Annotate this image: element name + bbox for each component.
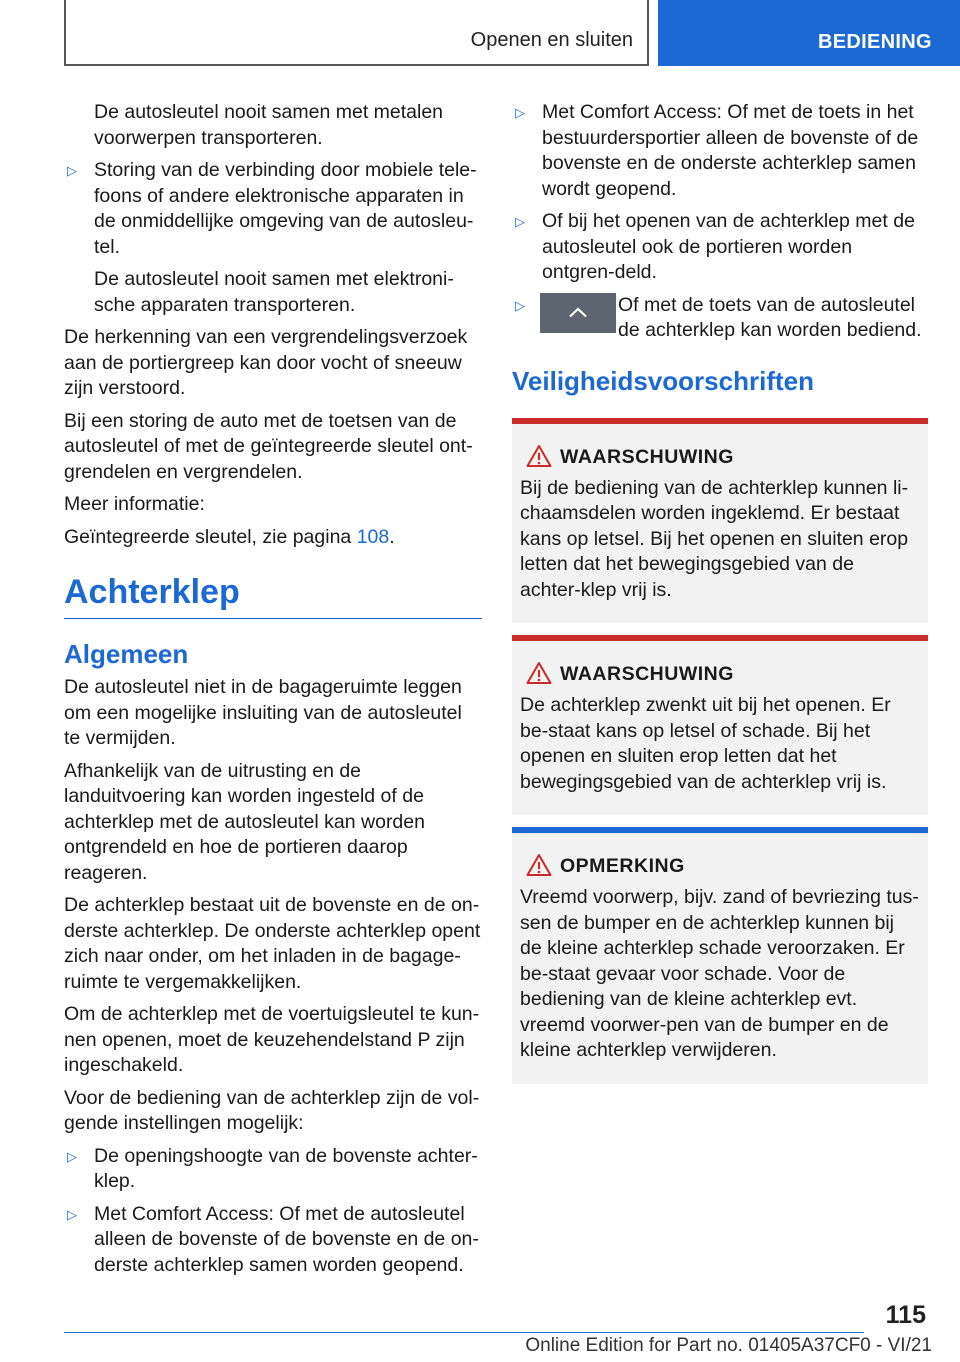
header-chapter-tab (658, 0, 960, 66)
note-header (520, 853, 920, 879)
list-item-text: De openingshoogte van de bovenste achter-klep. (94, 1144, 478, 1192)
reference-end: . (389, 525, 395, 548)
warning-text: De achterklep zwenkt uit bij het openen. Er be-staat kans op letsel of schade. Bij het openen en sluiten erop letten dat het bewegingsgebied van de achterklep vrij is. (520, 694, 891, 793)
warning-header (520, 444, 920, 470)
paragraph: Voor de bediening van de achterklep zijn de vol-gende instellingen mogelijk: (64, 1086, 480, 1134)
list-item (64, 1144, 482, 1195)
list-item-text: Met Comfort Access: Of met de autosleutel alleen de bovenste of de bovenste en de on-derste achterklep samen worden geopend. (94, 1202, 479, 1276)
list-item (512, 293, 928, 344)
note-text: Vreemd voorwerp, bijv. zand of bevriezing tus-sen de bumper en de achterklep kunnen bij de kleine achterklep schade veroorzaken. Er be-staat gevaar voor schade. Voor de bediening van de kleine achterklep evt. vreemd voorwer-pen van de bumper en de kleine achterklep verwijderen. (520, 886, 919, 1061)
section-heading: Algemeen (64, 639, 189, 669)
list-item-text: Storing van de verbinding door mobiele tele-foons of andere elektronische apparaten in de onmiddellijke omgeving van de autosleu-tel. (94, 159, 477, 258)
paragraph: De herkenning van een vergrendelingsverzoek aan de portiergreep kan door vocht of sneeuw zijn verstoord. (64, 326, 468, 399)
list-item-text: Met Comfort Access: Of met de toets in het bestuurdersportier alleen de bovenste of de bovenste en de onderste achterklep samen wordt geopend. (542, 101, 919, 200)
warning-triangle-icon (526, 444, 552, 468)
note-title: OPMERKING (560, 855, 685, 877)
warning-triangle-icon (526, 853, 552, 877)
edition-footer: Online Edition for Part no. 01405A37CF0 - VI/21 (525, 1335, 932, 1356)
warning-box (512, 418, 928, 624)
bullet-triangle-icon: ▷ (67, 1206, 77, 1222)
paragraph: Om de achterklep met de voertuigsleutel te kun-nen openen, moet de keuzehendelstand P zijn ingeschakeld. (64, 1003, 480, 1076)
chevron-up-icon (569, 307, 587, 318)
page-header (0, 0, 960, 66)
warning-text: Bij de bediening van de achterklep kunnen li-chaamsdelen worden ingeklemd. Er bestaat kans op letsel. Bij het openen en sluiten erop letten dat het bewegingsgebied van de achter-klep vrij is. (520, 476, 909, 601)
list-item-text: Of met de toets van de autosleutel de achterklep kan worden bediend. (618, 293, 922, 341)
note-box (512, 827, 928, 1084)
section-title: Openen en sluiten (470, 29, 633, 51)
header-section-tab (64, 0, 649, 66)
warning-title: WAARSCHUWING (560, 663, 734, 685)
list-item (512, 100, 928, 202)
chapter-heading: Achterklep (64, 572, 482, 619)
warning-header (520, 661, 920, 687)
bullet-triangle-icon: ▷ (67, 1148, 77, 1164)
footer-divider (64, 1332, 864, 1333)
list-item (64, 1202, 482, 1279)
paragraph: De autosleutel nooit samen met metalen voorwerpen transporteren. (94, 101, 444, 149)
list-item (512, 209, 928, 286)
bullet-triangle-icon: ▷ (515, 214, 525, 229)
paragraph: Meer informatie: (64, 493, 205, 515)
bullet-triangle-icon: ▷ (67, 163, 77, 178)
warning-triangle-icon (526, 661, 552, 685)
list-item-text: Of bij het openen van de achterklep met de autosleutel ook de portieren worden ontgren-deld. (542, 210, 915, 283)
bullet-triangle-icon: ▷ (515, 297, 525, 313)
warning-box (512, 635, 928, 815)
paragraph: Bij een storing de auto met de toetsen van de autosleutel of met de geïntegreerde sleutel ont-grendelen en vergrendelen. (64, 409, 473, 483)
cross-reference (64, 525, 482, 551)
key-button-image (540, 293, 616, 333)
page-number: 115 (885, 1301, 926, 1329)
page-link[interactable]: 108 (356, 525, 390, 548)
section-heading: Veiligheidsvoorschriften (512, 365, 814, 396)
reference-text: Geïntegreerde sleutel, zie pagina (64, 525, 357, 548)
paragraph: De autosleutel nooit samen met elektroni-sche apparaten transporteren. (94, 268, 454, 316)
paragraph: De autosleutel niet in de bagageruimte leggen om een mogelijke insluiting van de autosleutel te vermijden. (64, 676, 462, 749)
left-column (64, 100, 482, 1285)
paragraph: Afhankelijk van de uitrusting en de landuitvoering kan worden ingesteld of de achterklep met de autosleutel kan worden ontgrendeld en hoe de portieren daarop reageren. (64, 759, 425, 884)
chapter-title: BEDIENING (818, 31, 932, 53)
warning-title: WAARSCHUWING (560, 445, 734, 468)
list-item (64, 158, 482, 260)
bullet-triangle-icon: ▷ (515, 105, 525, 120)
paragraph: De achterklep bestaat uit de bovenste en de on-derste achterklep. De onderste achterklep opent zich naar onder, om het inladen in de bagage-ruimte te vergemakkelijken. (64, 894, 481, 993)
right-column (512, 100, 928, 1096)
